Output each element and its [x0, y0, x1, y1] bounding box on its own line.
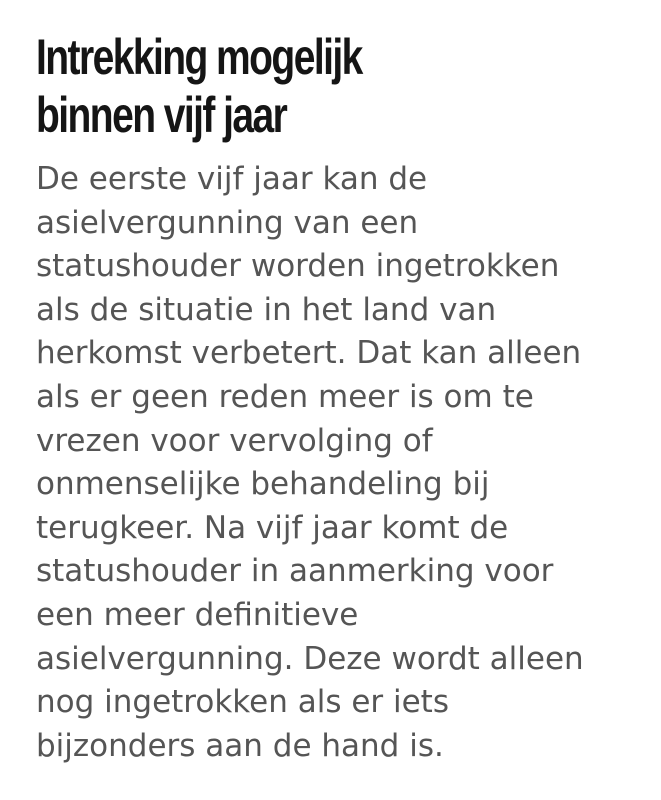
- article-heading: [36, 28, 637, 144]
- body-line: terugkeer. Na vijf jaar komt de: [36, 509, 509, 546]
- body-line: asielvergunning. Deze wordt alleen: [36, 640, 584, 677]
- body-line: als er geen reden meer is om te: [36, 378, 534, 415]
- body-line: een meer definitieve: [36, 596, 359, 633]
- body-line: nog ingetrokken als er iets: [36, 684, 449, 721]
- body-line: vrezen voor vervolging of: [36, 422, 433, 459]
- body-line: De eerste vijf jaar kan de: [36, 161, 428, 197]
- body-line: herkomst verbetert. Dat kan alleen: [36, 335, 582, 372]
- body-line: statushouder in aanmerking voor: [36, 553, 554, 590]
- body-line: asielvergunning van een: [36, 204, 419, 241]
- body-line: als de situatie in het land van: [36, 291, 497, 328]
- body-line: onmenselijke behandeling bij: [36, 466, 490, 503]
- body-line: bijzonders aan de hand is.: [36, 727, 444, 764]
- heading-line: Intrekking mogelijk: [36, 29, 362, 85]
- heading-line: binnen vijf jaar: [36, 87, 287, 143]
- body-line: statushouder worden ingetrokken: [36, 248, 560, 285]
- article: [36, 28, 636, 768]
- article-body: [36, 158, 636, 768]
